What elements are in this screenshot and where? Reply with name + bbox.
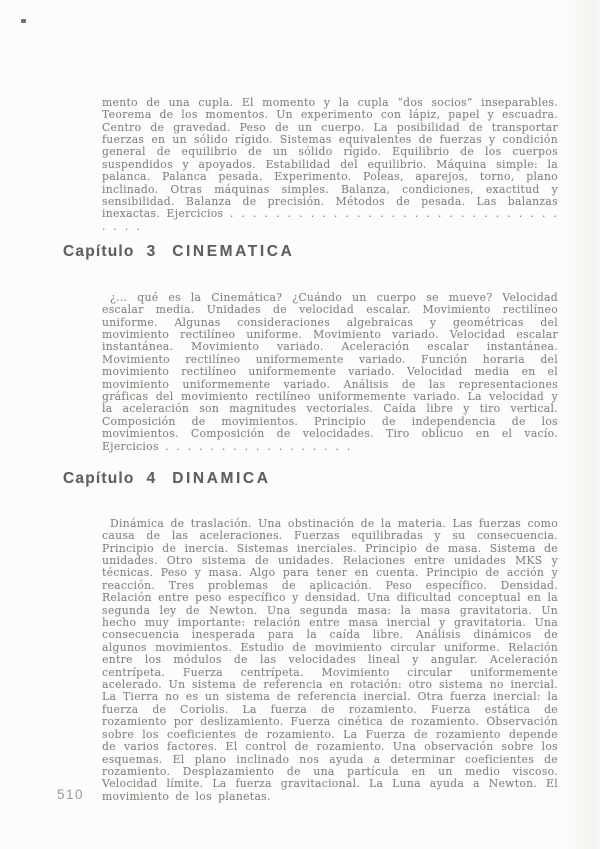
chapter-4-heading bbox=[63, 470, 271, 488]
chapter-label: Capítulo bbox=[63, 470, 135, 487]
paragraph-text: mento de una cupla. El momento y la cupla “dos socios” inseparables. Teorema de los momentos. Un experimento con lápiz, papel y escuadra. Centro de gravedad. Peso de un cuerpo. La posibilidad de transportar fuerzas en un sólido rígido. Sistemas equivalentes de fuerzas y condición general de equilibrio de un sólido rígido. Equilibrio de los cuerpos suspendidos y apoyados. Estabilidad del equilibrio. Máquina simple: la palanca. Palanca pesada. Experimento. Poleas, aparejos, torno, plano inclinado. Otras máquinas simples. Balanza, condiciones, exactitud y sensibilidad. Balanza de precisión. Métodos de pesada. Las balanzas inexactas. Ejercicios bbox=[102, 95, 558, 221]
chapter-number: 4 bbox=[146, 470, 157, 487]
scan-speck bbox=[21, 19, 26, 23]
dotted-leader: . . . . . . . . . . . . . . . . . bbox=[165, 439, 352, 453]
paragraph-text: Dinámica de traslación. Una obstinación de la materia. Las fuerzas como causa de las aceleraciones. Fuerzas equilibradas y su consecuencia. Principio de inercia. Sistemas inerciales. Principio de masa. Sistema de unidades. Otro sistema de unidades. Relaciones entre unidades MKS y técnicas. Peso y masa. Algo para tener en cuenta. Principio de acción y reacción. Tres problemas de aplicación. Peso específico. Densidad. Relación entre peso específico y densidad. Una dificultad conceptual en la segunda ley de Newton. Una segunda masa: la masa gravitatoria. Un hecho muy importante: relación entre masa inercial y gravitatoria. Una consecuencia inesperada para la caída libre. Análisis dinámicos de algunos movimientos. Estudio de movimiento circular uniforme. Relación entre los módulos de las velocidades lineal y angular. Aceleración centrípeta. Fuerza centrípeta. Movimiento circular uniformemente acelerado. Un sistema de referencia en rotación: otro sistema no inercial. La Tierra no es un sistema de referencia inercial. Otra fuerza inercial: la fuerza de Coriolis. La fuerza de rozamiento. Fuerza estática de rozamiento por deslizamiento. Fuerza cinética de rozamiento. Observación sobre los coeficientes de rozamiento. La Fuerza de rozamiento depende de varios factores. El control de rozamiento. Una observación sobre los esquemas. El plano inclinado nos ayuda a determinar coeficientes de rozamiento. Desplazamiento de una partícula en un medio viscoso. Velocidad límite. La fuerza gravitacional. La Luna ayuda a Newton. El movimiento de los planetas. bbox=[102, 516, 558, 803]
page-number: 510 bbox=[57, 787, 85, 802]
chapter-number: 3 bbox=[146, 243, 157, 260]
scan-edge-shadow bbox=[566, 0, 600, 849]
chapter-label: Capítulo bbox=[63, 243, 135, 260]
chapter-title: CINEMATICA bbox=[172, 243, 295, 260]
chapter-title: DINAMICA bbox=[172, 470, 271, 487]
chapter-3-paragraph bbox=[102, 292, 558, 453]
chapter-4-paragraph bbox=[102, 518, 558, 803]
paragraph-text: ¿... qué es la Cinemática? ¿Cuándo un cuerpo se mueve? Velocidad escalar media. Unidades de velocidad escalar. Movimiento rectilíneo uniforme. Algunas consideraciones algebraicas y geométricas del movimiento rectilíneo uniforme. Movimiento variado. Velocidad escalar instantánea. Movimiento variado. Aceleración escalar instantánea. Movimiento rectilíneo uniformemente variado. Función horaria del movimiento rectilíneo uniformemente variado. Velocidad media en el movimiento uniformemente variado. Análisis de las representaciones gráficas del movimiento rectilíneo uniformemente variado. La velocidad y la aceleración son magnitudes vectoriales. Caída libre y tiro vertical. Composición de movimientos. Principio de independencia de los movimientos. Composición de velocidades. Tiro oblicuo en el vacío. Ejercicios bbox=[102, 290, 558, 453]
chapter2-continuation-paragraph bbox=[102, 97, 558, 233]
dotted-leader: . . . . . . . . . . . . . . . . . . . . . . . . . . . . . . . . . bbox=[102, 207, 558, 233]
chapter-3-heading bbox=[63, 243, 294, 261]
